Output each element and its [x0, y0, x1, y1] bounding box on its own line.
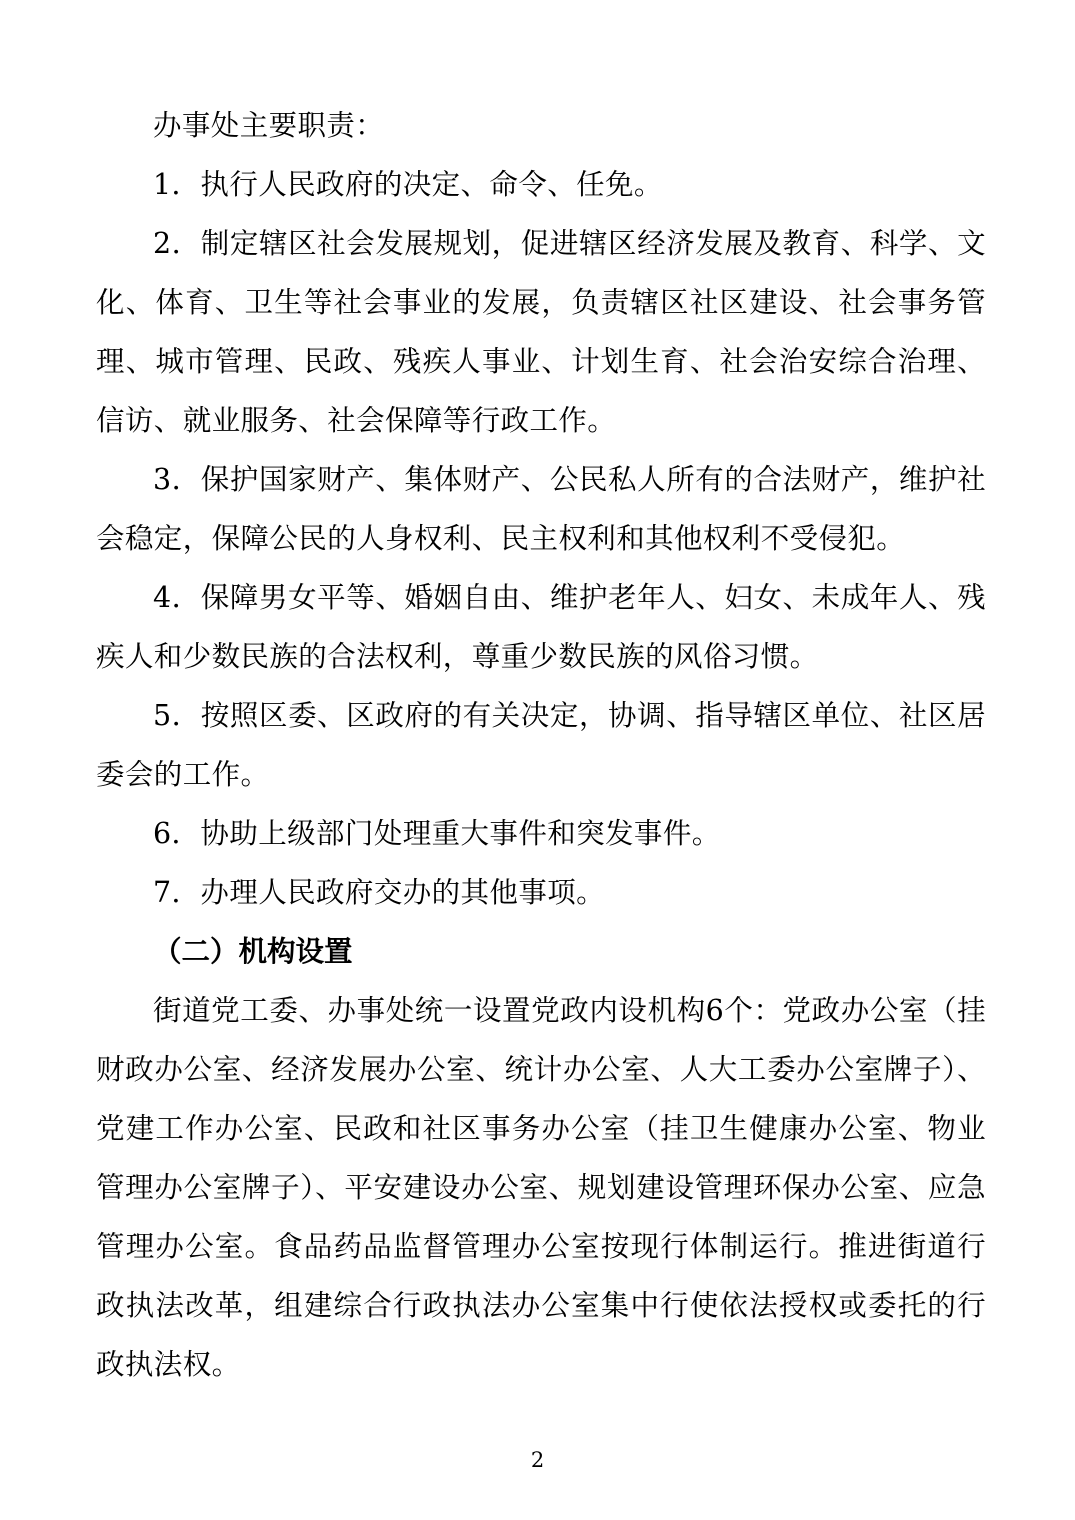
- section-heading-organization: （二）机构设置: [153, 934, 353, 968]
- paragraph-duty-2: 2．制定辖区社会发展规划，促进辖区经济发展及教育、科学、文化、体育、卫生等社会事业的发展，负责辖区社区建设、社会事务管理、城市管理、民政、残疾人事业、计划生育、社会治安综合治理、信访、就业服务、社会保障等行政工作。: [96, 227, 986, 437]
- paragraph-organization-body: 街道党工委、办事处统一设置党政内设机构6个：党政办公室（挂财政办公室、经济发展办公室、统计办公室、人大工委办公室牌子）、党建工作办公室、民政和社区事务办公室（挂卫生健康办公室、物业管理办公室牌子）、平安建设办公室、规划建设管理环保办公室、应急管理办公室。食品药品监督管理办公室按现行体制运行。推进街道行政执法改革，组建综合行政执法办公室集中行使依法授权或委托的行政执法权。: [96, 994, 986, 1381]
- paragraph-duty-7: 7．办理人民政府交办的其他事项。: [153, 876, 606, 909]
- paragraph-duty-5: 5．按照区委、区政府的有关决定，协调、指导辖区单位、社区居委会的工作。: [96, 699, 986, 791]
- paragraph-duty-1: 1．执行人民政府的决定、命令、任免。: [153, 168, 663, 201]
- paragraph-duties-intro: 办事处主要职责：: [153, 109, 385, 142]
- paragraph-duty-3: 3．保护国家财产、集体财产、公民私人所有的合法财产，维护社会稳定，保障公民的人身权利、民主权利和其他权利不受侵犯。: [96, 463, 986, 555]
- paragraph-duty-4: 4．保障男女平等、婚姻自由、维护老年人、妇女、未成年人、残疾人和少数民族的合法权利，尊重少数民族的风俗习惯。: [96, 581, 986, 673]
- document-body: [96, 96, 986, 1394]
- page-number: 2: [530, 1448, 545, 1472]
- paragraph-duty-6: 6．协助上级部门处理重大事件和突发事件。: [153, 817, 721, 850]
